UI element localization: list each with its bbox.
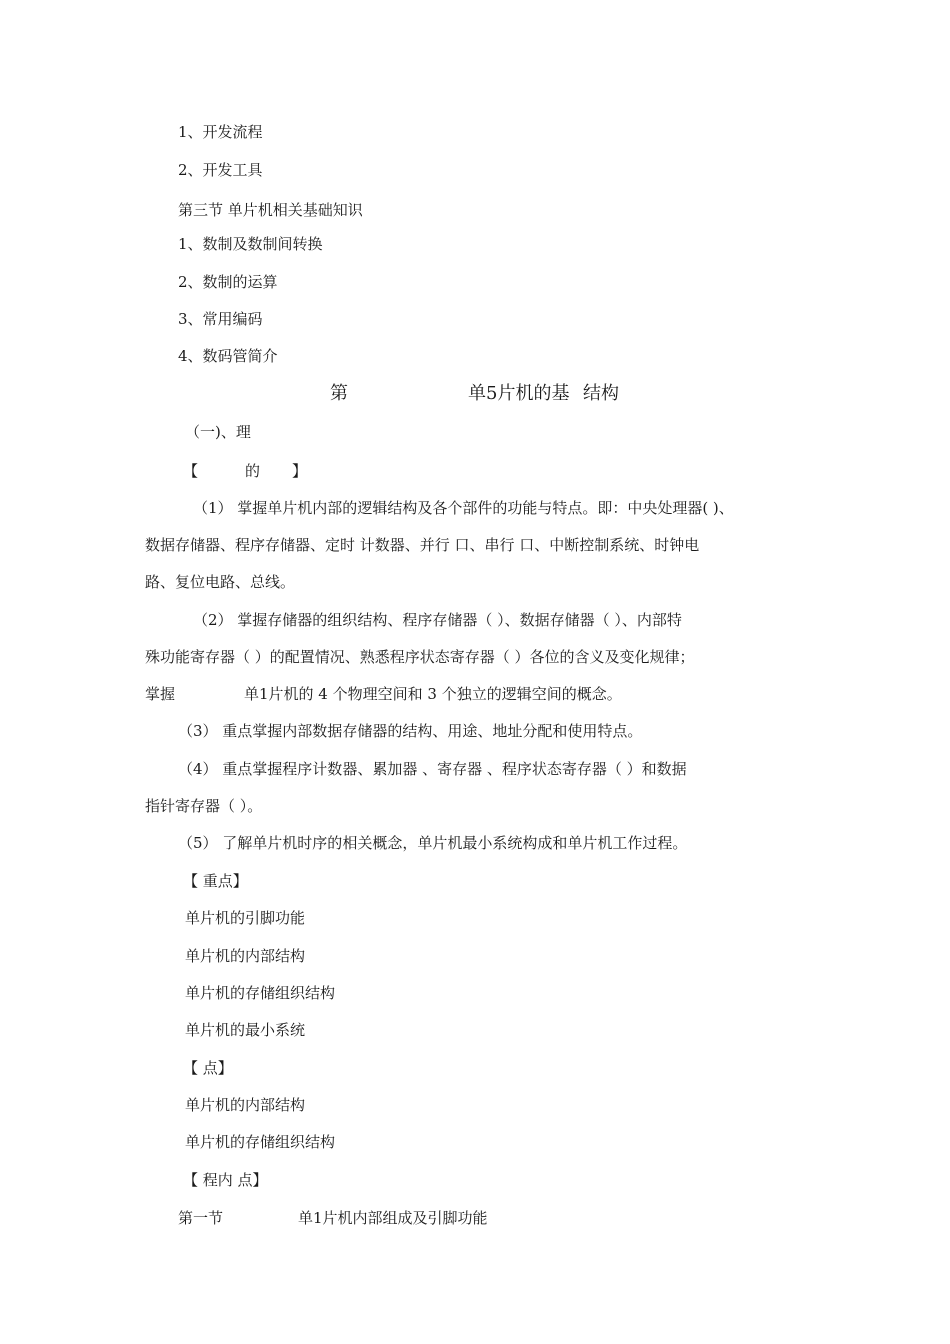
list-item: 单片机的存储组织结构 xyxy=(185,984,336,1002)
chapter-title-part: 单5片机的基 xyxy=(468,383,570,404)
chapter-title-part: 第 xyxy=(330,383,348,404)
list-item: 1、数制及数制间转换 xyxy=(178,235,323,253)
paragraph-line: （3） 重点掌握内部数据存储器的结构、用途、地址分配和使用特点。 xyxy=(178,722,643,740)
paragraph-line: 指针寄存器（ ）。 xyxy=(145,797,263,815)
list-item: 单片机的最小系统 xyxy=(185,1021,306,1039)
paragraph-line: 数据存储器、程序存储器、定时 计数器、并行 口、串行 口、中断控制系统、时钟电 xyxy=(145,536,700,554)
bracket: 】 xyxy=(292,462,308,480)
section-heading: 第一节 xyxy=(178,1209,224,1227)
section-heading: 单1片机内部组成及引脚功能 xyxy=(298,1209,488,1227)
paragraph-line: （4） 重点掌握程序计数器、累加器 、寄存器 、程序状态寄存器（ ）和数据 xyxy=(178,760,687,778)
paragraph-line: 殊功能寄存器（ ）的配置情况、熟悉程序状态寄存器（ ）各位的含义及变化规律； xyxy=(145,648,695,666)
paragraph-line: 掌握 xyxy=(145,685,176,703)
paragraph-line: （5） 了解单片机时序的相关概念，单片机最小系统构成和单片机工作过程。 xyxy=(178,834,688,852)
sub-heading: （一)、理 xyxy=(185,423,251,441)
key-points-heading: 【 重点】 xyxy=(183,872,248,890)
paragraph-line: 单1片机的 4 个物理空间和 3 个独立的逻辑空间的概念。 xyxy=(244,685,622,703)
list-item: 单片机的存储组织结构 xyxy=(185,1133,336,1151)
paragraph-line: （1） 掌握单片机内部的逻辑结构及各个部件的功能与特点。即：中央处理器( )、 xyxy=(193,499,734,517)
difficult-points-heading: 【 点】 xyxy=(183,1059,233,1077)
list-item: 2、开发工具 xyxy=(178,161,263,179)
bracket: 【 xyxy=(183,462,199,480)
chapter-title-part: 结构 xyxy=(583,383,619,404)
list-item: 单片机的内部结构 xyxy=(185,947,306,965)
list-item: 单片机的内部结构 xyxy=(185,1096,306,1114)
content-heading: 【 程内 点】 xyxy=(183,1171,268,1189)
paragraph-line: （2） 掌握存储器的组织结构、程序存储器（ ）、数据存储器（ ）、内部特 xyxy=(193,611,682,629)
paragraph-line: 路、复位电路、总线。 xyxy=(145,573,296,591)
list-item: 2、数制的运算 xyxy=(178,273,278,291)
list-item: 单片机的引脚功能 xyxy=(185,909,306,927)
objectives-heading: 的 xyxy=(245,462,261,480)
section-heading: 第三节 单片机相关基础知识 xyxy=(178,201,363,219)
list-item: 1、开发流程 xyxy=(178,123,263,141)
list-item: 4、数码管简介 xyxy=(178,347,278,365)
list-item: 3、常用编码 xyxy=(178,310,263,328)
